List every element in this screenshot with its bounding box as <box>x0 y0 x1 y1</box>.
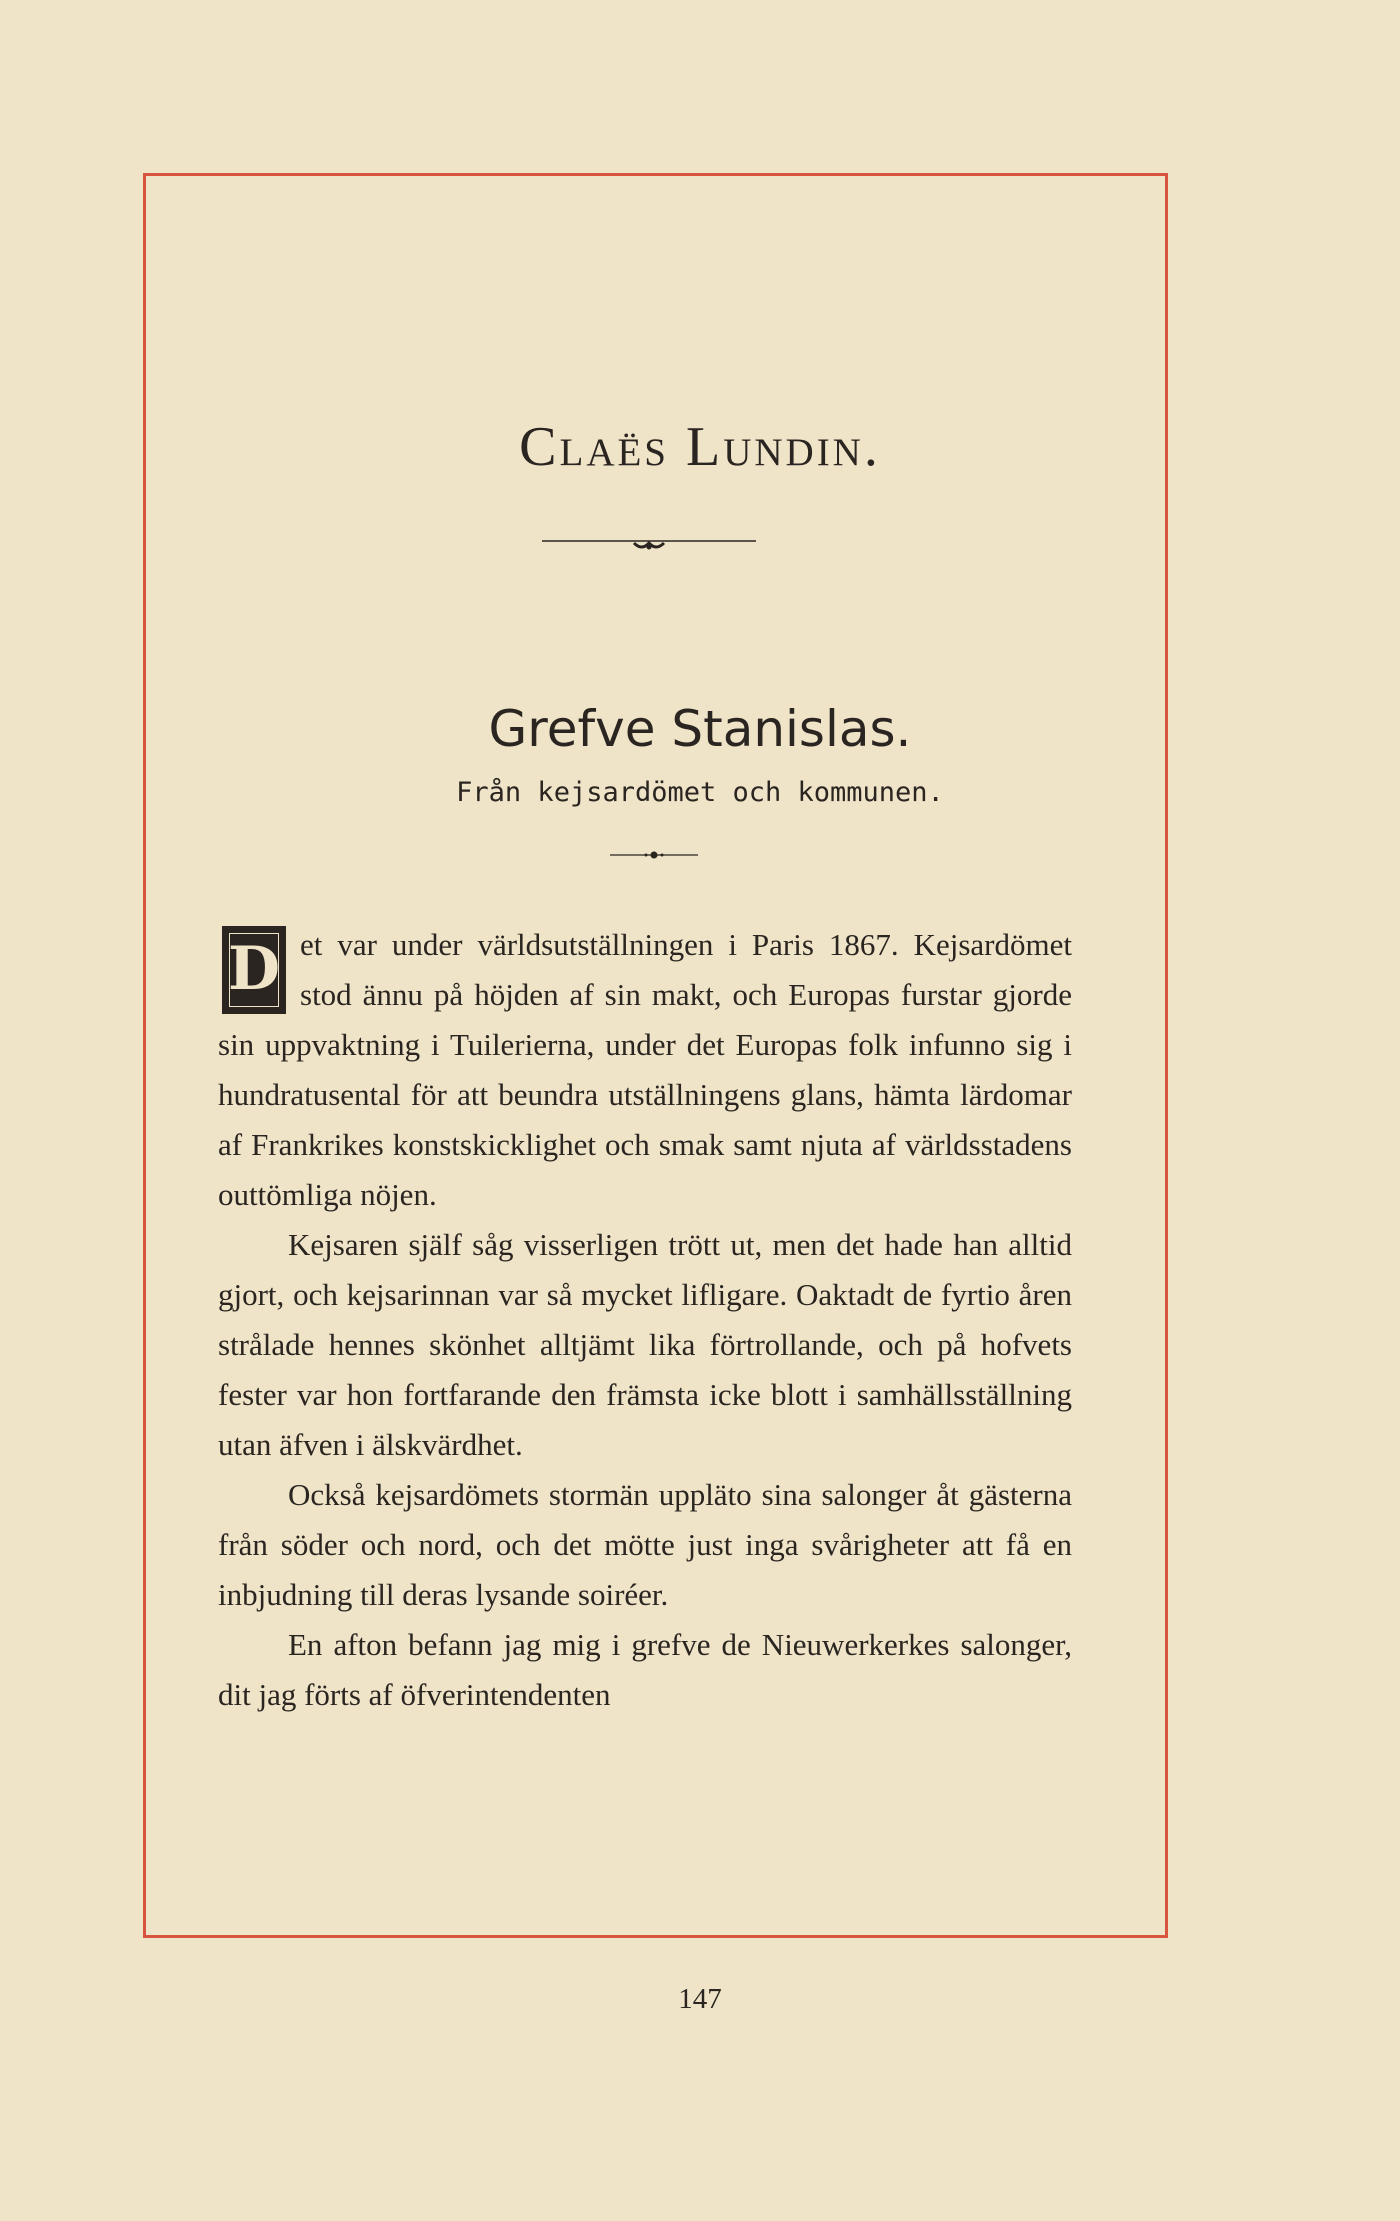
story-title: Grefve Stanislas. <box>488 700 912 758</box>
story-subtitle: Från kejsardömet och kommunen. <box>456 777 944 808</box>
author-name: Claës Lundin. <box>519 416 881 478</box>
paragraph-3: Också kejsardömets stormän uppläto sina salonger åt gästerna från söder och nord, och det mötte just inga svårigheter att få en inbjudning till deras lysande soiréer. <box>218 1477 1072 1612</box>
drop-cap-initial: D <box>222 926 286 1014</box>
paragraph-2: Kejsaren själf såg visserligen trött ut, men det hade han alltid gjort, och kejsarinnan var så mycket lifligare. Oaktadt de fyrtio åren strålade hennes skönhet alltjämt lika förtrollande, och på hofvets fester var hon fortfarande den främsta icke blott i samhällsställning utan äfven i älskvärdhet. <box>218 1227 1072 1462</box>
body-text <box>218 920 1072 1720</box>
paragraph-1-text: et var under världsutställningen i Paris 1867. Kejsardömet stod ännu på höjden af sin makt, och Europas furstar gjorde sin uppvaktning i Tuilerierna, under det Europas folk infunno sig i hundratusental för att beundra utställningens glans, hämta lärdomar af Frankrikes konstskicklighet och smak samt njuta af världsstadens outtömliga nöjen. <box>218 927 1072 1212</box>
paragraph-1 <box>218 920 1072 1220</box>
page-number: 147 <box>678 1983 722 2015</box>
paragraph-4: En afton befann jag mig i grefve de Nieuwerkerkes salonger, dit jag förts af öfverintendenten <box>218 1627 1072 1712</box>
small-divider-ornament-icon <box>610 848 698 862</box>
divider-ornament-icon <box>542 535 756 555</box>
